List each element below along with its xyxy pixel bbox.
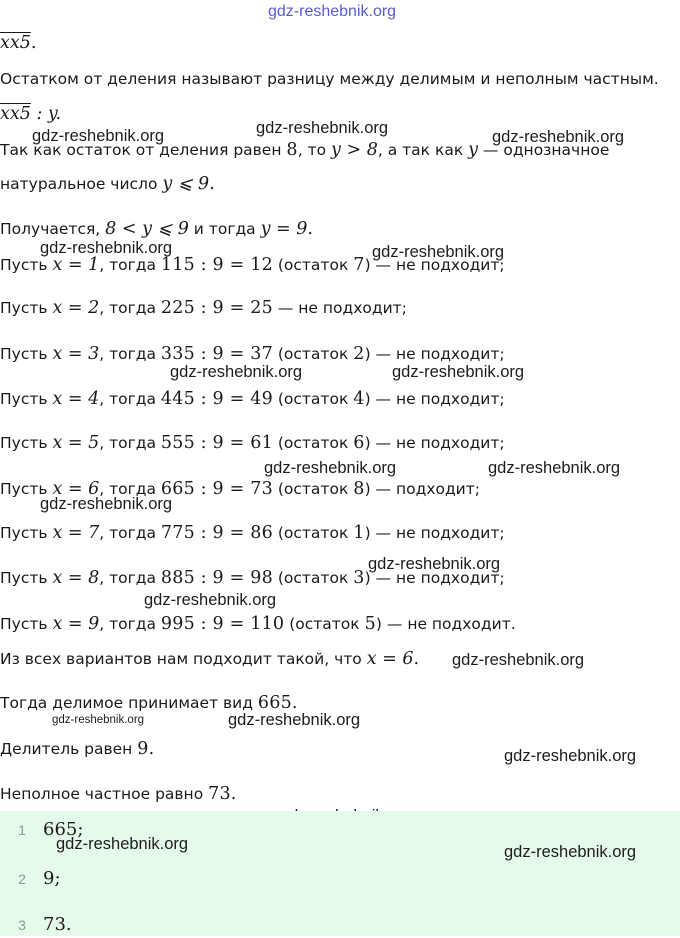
solution-line: Из всех вариантов нам подходит такой, что x = 6. — [0, 649, 420, 669]
solution-line: Тогда делимое принимает вид 665. — [0, 693, 298, 713]
solution-line: xx5 : y. — [0, 104, 62, 124]
watermark: gdz-reshebnik.org — [488, 459, 621, 477]
line-number: 2 — [18, 871, 26, 887]
watermark: gdz-reshebnik.org — [452, 651, 585, 669]
solution-line: Пусть x = 7, тогда 775 : 9 = 86 (остаток 1) — не подходит; — [0, 523, 505, 543]
solution-line: Пусть x = 4, тогда 445 : 9 = 49 (остаток 4) — не подходит; — [0, 389, 505, 409]
solution-line: натуральное число y ⩽ 9. — [0, 174, 215, 194]
line-number: 3 — [18, 917, 26, 933]
solution-line: Пусть x = 1, тогда 115 : 9 = 12 (остаток 7) — не подходит; — [0, 255, 505, 275]
answer-line — [0, 912, 680, 938]
watermark: gdz-reshebnik.org — [40, 495, 173, 513]
solution-line: Неполное частное равно 73. — [0, 784, 237, 804]
answer-value: 665; — [43, 819, 84, 840]
solution-line: Пусть x = 5, тогда 555 : 9 = 61 (остаток 6) — не подходит; — [0, 433, 505, 453]
solution-line: xx5. — [0, 33, 37, 53]
watermark: gdz-reshebnik.org — [32, 127, 165, 145]
watermark: gdz-reshebnik.org — [504, 843, 637, 861]
watermark: gdz-reshebnik.org — [256, 119, 389, 137]
solution-line: Пусть x = 2, тогда 225 : 9 = 25 — не подходит; — [0, 298, 407, 318]
watermark: gdz-reshebnik.org — [228, 711, 361, 729]
solution-line: Пусть x = 3, тогда 335 : 9 = 37 (остаток 2) — не подходит; — [0, 344, 505, 364]
answer-value: 73. — [43, 914, 72, 935]
solution-line: Получается, 8 < y ⩽ 9 и тогда y = 9. — [0, 219, 314, 239]
watermark-top: gdz-reshebnik.org — [268, 3, 397, 20]
line-number: 1 — [18, 822, 26, 838]
watermark: gdz-reshebnik.org — [144, 591, 277, 609]
solution-line: Делитель равен 9. — [0, 739, 155, 759]
solution-line: Пусть x = 9, тогда 995 : 9 = 110 (остаток 5) — не подходит. — [0, 614, 516, 634]
solution-line: Так как остаток от деления равен 8, то y > 8, а так как y — однозначное — [0, 140, 610, 160]
solution-line: Остатком от деления называют разницу между делимым и неполным частным. — [0, 70, 659, 88]
watermark: gdz-reshebnik.org — [492, 128, 625, 146]
watermark: gdz-reshebnik.org — [372, 243, 505, 261]
watermark: gdz-reshebnik.org — [52, 714, 145, 726]
watermark: gdz-reshebnik.org — [392, 363, 525, 381]
watermark: gdz-reshebnik.org — [368, 555, 501, 573]
solution-line: Пусть x = 6, тогда 665 : 9 = 73 (остаток 8) — подходит; — [0, 479, 481, 499]
watermark: gdz-reshebnik.org — [264, 459, 397, 477]
watermark: gdz-reshebnik.org — [170, 363, 303, 381]
watermark: gdz-reshebnik.org — [504, 747, 637, 765]
answer-block — [0, 811, 680, 936]
answer-line — [0, 866, 680, 892]
watermark: gdz-reshebnik.org — [40, 239, 173, 257]
solution-line: Пусть x = 8, тогда 885 : 9 = 98 (остаток 3) — не подходит; — [0, 568, 505, 588]
answer-value: 9; — [43, 868, 61, 889]
watermark: gdz-reshebnik.org — [56, 835, 189, 853]
